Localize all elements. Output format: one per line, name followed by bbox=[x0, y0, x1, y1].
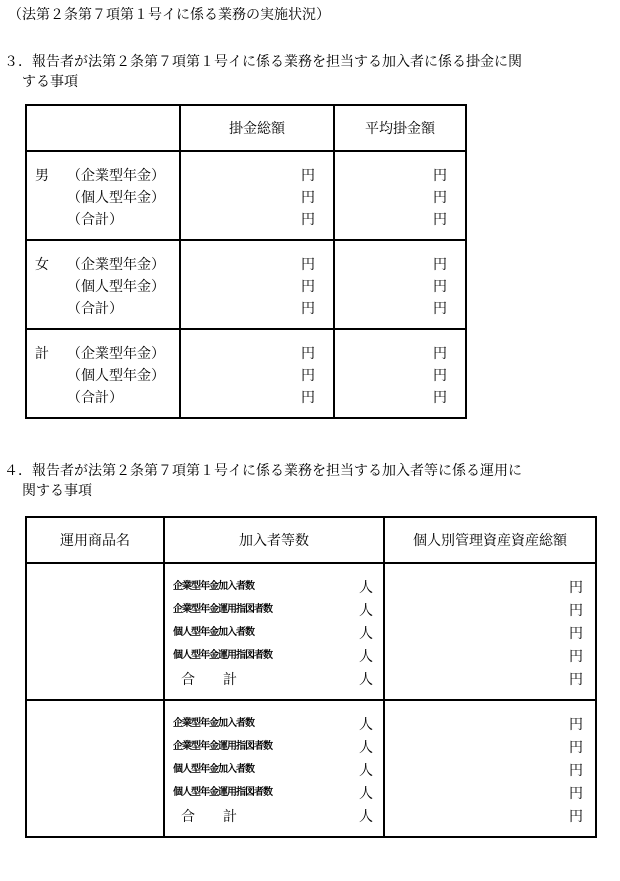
yen-unit: 円 bbox=[433, 257, 447, 273]
page-heading: （法第２条第７項第１号イに係る業務の実施状況） bbox=[8, 7, 330, 23]
product-row bbox=[26, 700, 596, 837]
product-name-cell bbox=[26, 563, 164, 700]
table-header-row bbox=[26, 105, 466, 151]
yen-unit: 円 bbox=[301, 368, 315, 384]
count-label-total: 合 計 bbox=[181, 672, 237, 688]
header-average-contribution: 平均掛金額 bbox=[334, 105, 466, 151]
yen-unit: 円 bbox=[569, 717, 583, 733]
person-unit: 人 bbox=[359, 672, 373, 688]
row-label: （合計） bbox=[67, 390, 123, 406]
section-4-title-line2: 関する事項 bbox=[22, 483, 92, 499]
group-label-male: 男 bbox=[35, 168, 49, 184]
person-unit: 人 bbox=[359, 626, 373, 642]
count-label: 個人型年金加入者数 bbox=[173, 627, 254, 638]
section-3-title bbox=[4, 52, 522, 92]
yen-unit: 円 bbox=[433, 346, 447, 362]
count-label: 企業型年金加入者数 bbox=[173, 718, 254, 729]
yen-unit: 円 bbox=[569, 626, 583, 642]
person-unit: 人 bbox=[359, 580, 373, 596]
group-row-female bbox=[26, 240, 466, 329]
row-label: （個人型年金） bbox=[67, 279, 165, 295]
yen-unit: 円 bbox=[301, 390, 315, 406]
group-label-total: 計 bbox=[35, 346, 49, 362]
count-label: 個人型年金運用指図者数 bbox=[173, 650, 272, 661]
row-label: （合計） bbox=[67, 212, 123, 228]
header-total-assets: 個人別管理資産資産総額 bbox=[384, 517, 596, 563]
yen-unit: 円 bbox=[433, 301, 447, 317]
yen-unit: 円 bbox=[433, 190, 447, 206]
yen-unit: 円 bbox=[433, 279, 447, 295]
person-unit: 人 bbox=[359, 786, 373, 802]
count-label-total: 合 計 bbox=[181, 809, 237, 825]
yen-unit: 円 bbox=[301, 279, 315, 295]
product-name-cell bbox=[26, 700, 164, 837]
count-label: 個人型年金加入者数 bbox=[173, 764, 254, 775]
person-unit: 人 bbox=[359, 603, 373, 619]
yen-unit: 円 bbox=[301, 257, 315, 273]
yen-unit: 円 bbox=[301, 190, 315, 206]
count-label: 企業型年金運用指図者数 bbox=[173, 741, 272, 752]
count-label: 企業型年金運用指図者数 bbox=[173, 604, 272, 615]
group-row-total bbox=[26, 329, 466, 418]
count-label: 企業型年金加入者数 bbox=[173, 581, 254, 592]
header-blank bbox=[26, 105, 180, 151]
product-row bbox=[26, 563, 596, 700]
yen-unit: 円 bbox=[433, 168, 447, 184]
yen-unit: 円 bbox=[569, 809, 583, 825]
yen-unit: 円 bbox=[301, 301, 315, 317]
person-unit: 人 bbox=[359, 649, 373, 665]
section-3-title-line2: する事項 bbox=[22, 74, 78, 90]
group-label-female: 女 bbox=[35, 257, 49, 273]
yen-unit: 円 bbox=[433, 212, 447, 228]
yen-unit: 円 bbox=[569, 649, 583, 665]
section-4-title-line1: ４．報告者が法第２条第７項第１号イに係る業務を担当する加入者等に係る運用に bbox=[4, 463, 522, 479]
section-3-title-line1: ３．報告者が法第２条第７項第１号イに係る業務を担当する加入者に係る掛金に関 bbox=[4, 54, 522, 70]
yen-unit: 円 bbox=[301, 168, 315, 184]
row-label: （企業型年金） bbox=[67, 168, 165, 184]
yen-unit: 円 bbox=[569, 740, 583, 756]
yen-unit: 円 bbox=[569, 603, 583, 619]
yen-unit: 円 bbox=[301, 212, 315, 228]
person-unit: 人 bbox=[359, 763, 373, 779]
contribution-table bbox=[25, 104, 467, 419]
row-label: （企業型年金） bbox=[67, 346, 165, 362]
header-product-name: 運用商品名 bbox=[26, 517, 164, 563]
count-label: 個人型年金運用指図者数 bbox=[173, 787, 272, 798]
row-label: （企業型年金） bbox=[67, 257, 165, 273]
investment-table bbox=[25, 516, 597, 838]
table-header-row bbox=[26, 517, 596, 563]
row-label: （合計） bbox=[67, 301, 123, 317]
yen-unit: 円 bbox=[569, 786, 583, 802]
person-unit: 人 bbox=[359, 717, 373, 733]
yen-unit: 円 bbox=[569, 763, 583, 779]
person-unit: 人 bbox=[359, 740, 373, 756]
yen-unit: 円 bbox=[569, 580, 583, 596]
yen-unit: 円 bbox=[433, 368, 447, 384]
header-total-contribution: 掛金総額 bbox=[180, 105, 334, 151]
row-label: （個人型年金） bbox=[67, 190, 165, 206]
row-label: （個人型年金） bbox=[67, 368, 165, 384]
header-participant-count: 加入者等数 bbox=[164, 517, 384, 563]
section-4-title bbox=[4, 461, 522, 501]
yen-unit: 円 bbox=[569, 672, 583, 688]
group-row-male bbox=[26, 151, 466, 240]
person-unit: 人 bbox=[359, 809, 373, 825]
yen-unit: 円 bbox=[433, 390, 447, 406]
yen-unit: 円 bbox=[301, 346, 315, 362]
